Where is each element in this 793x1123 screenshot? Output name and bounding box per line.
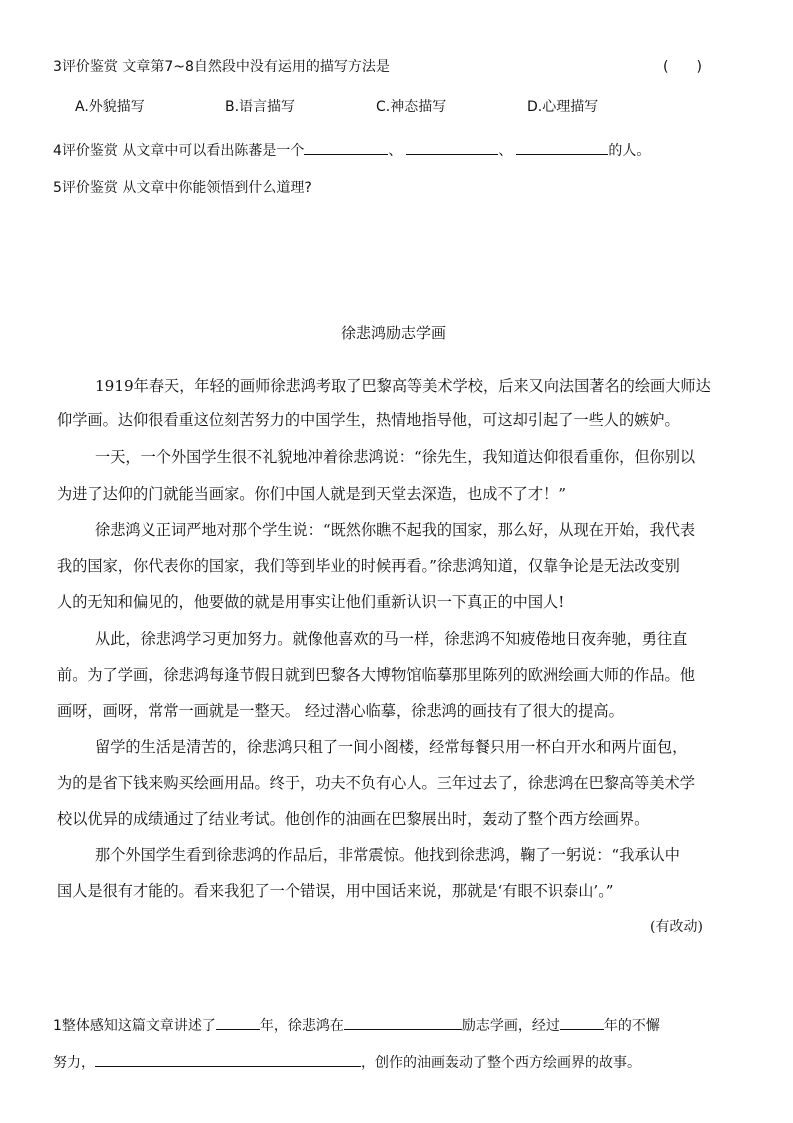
article-line: 前。为了学画，徐悲鸿每逢节假日就到巴黎各大博物馆临摹那里陈列的欧洲绘画大师的作品。他 [57,666,695,684]
q3-option-c: C.神态描写 [376,99,447,115]
article-line: 校以优异的成绩通过了结业考试。他创作的油画在巴黎展出时，轰动了整个西方绘画界。 [57,810,650,828]
q3-option-b: B.语言描写 [225,99,296,115]
article-line: 国人是很有才能的。看来我犯了一个错误，用中国话来说，那就是‘有眼不识泰山’。” [57,882,614,900]
q5-text: 5评价鉴赏 从文章中你能领悟到什么道理? [53,180,312,196]
q3-option-d: D.心理描写 [527,99,599,115]
article-line: 留学的生活是清苦的，徐悲鸿只租了一间小阁楼，经常每餐只用一杯白开水和两片面包， [95,738,688,756]
article-line: 徐悲鸿义正词严地对那个学生说：“既然你瞧不起我的国家，那么好，从现在开始，我代表 [95,521,696,539]
article-line: 仰学画。达仰很看重这位刻苦努力的中国学生，热情地指导他，可这却引起了一些人的嫉妒。 [57,411,680,429]
article-note: (有改动) [650,919,703,935]
q3-stem: 3评价鉴赏 文章第7~8自然段中没有运用的描写方法是 [53,59,390,75]
article-line: 1919年春天，年轻的画师徐悲鸿考取了巴黎高等美术学校，后来又向法国著名的绘画大师达 [95,377,711,395]
q1-text-6: ，创作的油画轰动了整个西方绘画界的故事。 [361,1055,641,1071]
q1-line-2 [53,1050,641,1073]
article-line: 从此，徐悲鸿学习更加努力。就像他喜欢的马一样，徐悲鸿不知疲倦地日夜奔驰，勇往直 [95,630,688,648]
q1-text-4: 年的不懈 [603,1018,660,1034]
article-line: 画呀，画呀，常常一画就是一整天。 经过潜心临摹，徐悲鸿的画技有了很大的提高。 [57,702,624,720]
q1-text-3: 励志学画，经过 [461,1018,560,1034]
article-line: 人的无知和偏见的，他要做的就是用事实让他们重新认识一下真正的中国人! [57,593,565,611]
q1-blank-duration[interactable] [560,1013,604,1030]
q1-blank-years[interactable] [216,1013,260,1030]
article-line: 为的是省下钱来购买绘画用品。终于，功夫不负有心人。三年过去了，徐悲鸿在巴黎高等美术学 [57,774,695,792]
article-line: 一天，一个外国学生很不礼貌地冲着徐悲鸿说：“徐先生，我知道达仰很看重你，但你别以 [95,448,696,466]
q4-separator: 、 [498,143,513,159]
q4-suffix: 的人。 [608,143,651,159]
article-title: 徐悲鸿励志学画 [341,324,447,342]
q4-prefix: 4评价鉴赏 从文章中可以看出陈蕃是一个 [53,143,305,159]
q1-text-1: 1整体感知这篇文章讲述了 [53,1018,216,1034]
article-line: 那个外国学生看到徐悲鸿的作品后，非常震惊。他找到徐悲鸿，鞠了一躬说：“我承认中 [95,846,680,864]
article-line: 我的国家，你代表你的国家，我们等到毕业的时候再看。”徐悲鸿知道，仅靠争论是无法改变别 [57,557,680,575]
q1-line-1 [53,1013,660,1036]
q1-blank-place[interactable] [344,1013,462,1030]
q4-separator: 、 [388,143,403,159]
q4-blank-2[interactable] [406,138,498,155]
q3-option-a: A.外貌描写 [75,99,145,115]
q3-answer-paren: ( ) [663,59,702,75]
q1-text-5: 努力， [53,1055,95,1071]
q4-blank-1[interactable] [304,138,388,155]
q1-blank-effort[interactable] [95,1050,361,1067]
article-line: 为进了达仰的门就能当画家。你们中国人就是到天堂去深造，也成不了才！” [57,485,566,503]
q4-line [53,138,650,161]
q4-blank-3[interactable] [516,138,608,155]
q1-text-2: 年，徐悲鸿在 [259,1018,344,1034]
